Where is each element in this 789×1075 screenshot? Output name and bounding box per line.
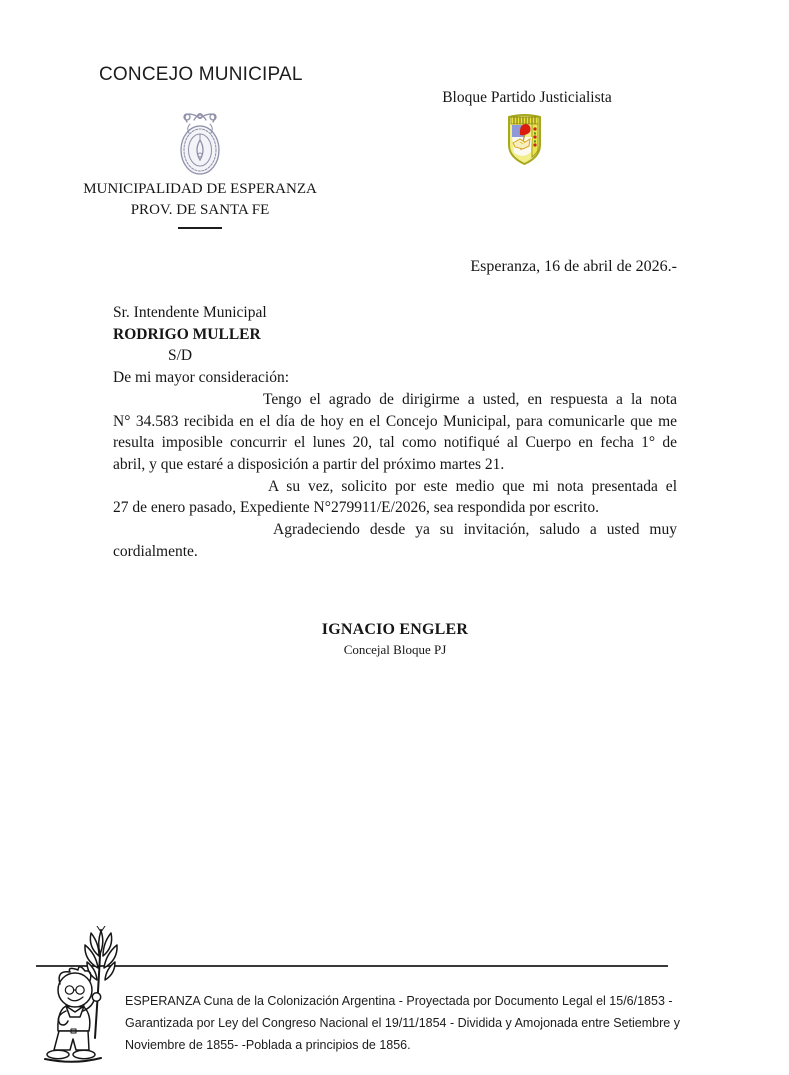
- footer-line: ESPERANZA Cuna de la Colonización Argentina - Proyectada por Documento Legal el 15/6/1853 -: [125, 994, 673, 1008]
- salutation: De mi mayor consideración:: [113, 369, 290, 387]
- recipient-title: Sr. Intendente Municipal: [113, 304, 267, 321]
- body-line: A su vez, solicito por este medio que mi nota presentada el: [268, 477, 677, 495]
- letter-body: [113, 302, 677, 562]
- municipality-province: PROV. DE SANTA FE: [130, 201, 270, 218]
- body-line: Tengo el agrado de dirigirme a usted, en respuesta a la nota: [263, 390, 677, 408]
- header-divider: [178, 227, 222, 229]
- body-line: N° 34.583 recibida en el día de hoy en el Concejo Municipal, para comunicarle que me: [113, 412, 677, 430]
- municipal-crest-icon: [174, 108, 226, 178]
- body-line: cordialmente.: [113, 542, 198, 560]
- body-line: Agradeciendo desde ya su invitación, saludo a usted muy: [273, 521, 677, 539]
- footer-text: [125, 990, 725, 1056]
- bloc-title: Bloque Partido Justicialista: [442, 89, 612, 106]
- recipient-name: RODRIGO MULLER: [113, 325, 261, 343]
- date-line: Esperanza, 16 de abril de 2026.-: [470, 258, 677, 275]
- recipient-sd: S/D: [168, 347, 193, 365]
- signature-block: [113, 621, 677, 658]
- municipality-name: MUNICIPALIDAD DE ESPERANZA: [83, 181, 317, 197]
- signature-name: IGNACIO ENGLER: [321, 621, 469, 638]
- body-line: 27 de enero pasado, Expediente N°279911/E/2026, sea respondida por escrito.: [113, 499, 599, 517]
- municipality-block: [60, 179, 340, 229]
- body-line: abril, y que estaré a disposición a partir del próximo martes 21.: [113, 455, 505, 473]
- footer-line: Noviembre de 1855- -Poblada a principios de 1856.: [125, 1038, 411, 1052]
- signature-role: Concejal Bloque PJ: [343, 642, 447, 657]
- pj-party-emblem-icon: [503, 112, 546, 166]
- body-line: resulta imposible concurrir el lunes 20, tal como notifiqué al Cuerpo en fecha 1° de: [113, 434, 677, 452]
- child-with-wheat-icon: [37, 926, 137, 1064]
- org-title: CONCEJO MUNICIPAL: [99, 64, 303, 85]
- footer-line: Garantizada por Ley del Congreso Nacional el 19/11/1854 - Dividida y Amojonada entre Setiembre y: [125, 1016, 680, 1030]
